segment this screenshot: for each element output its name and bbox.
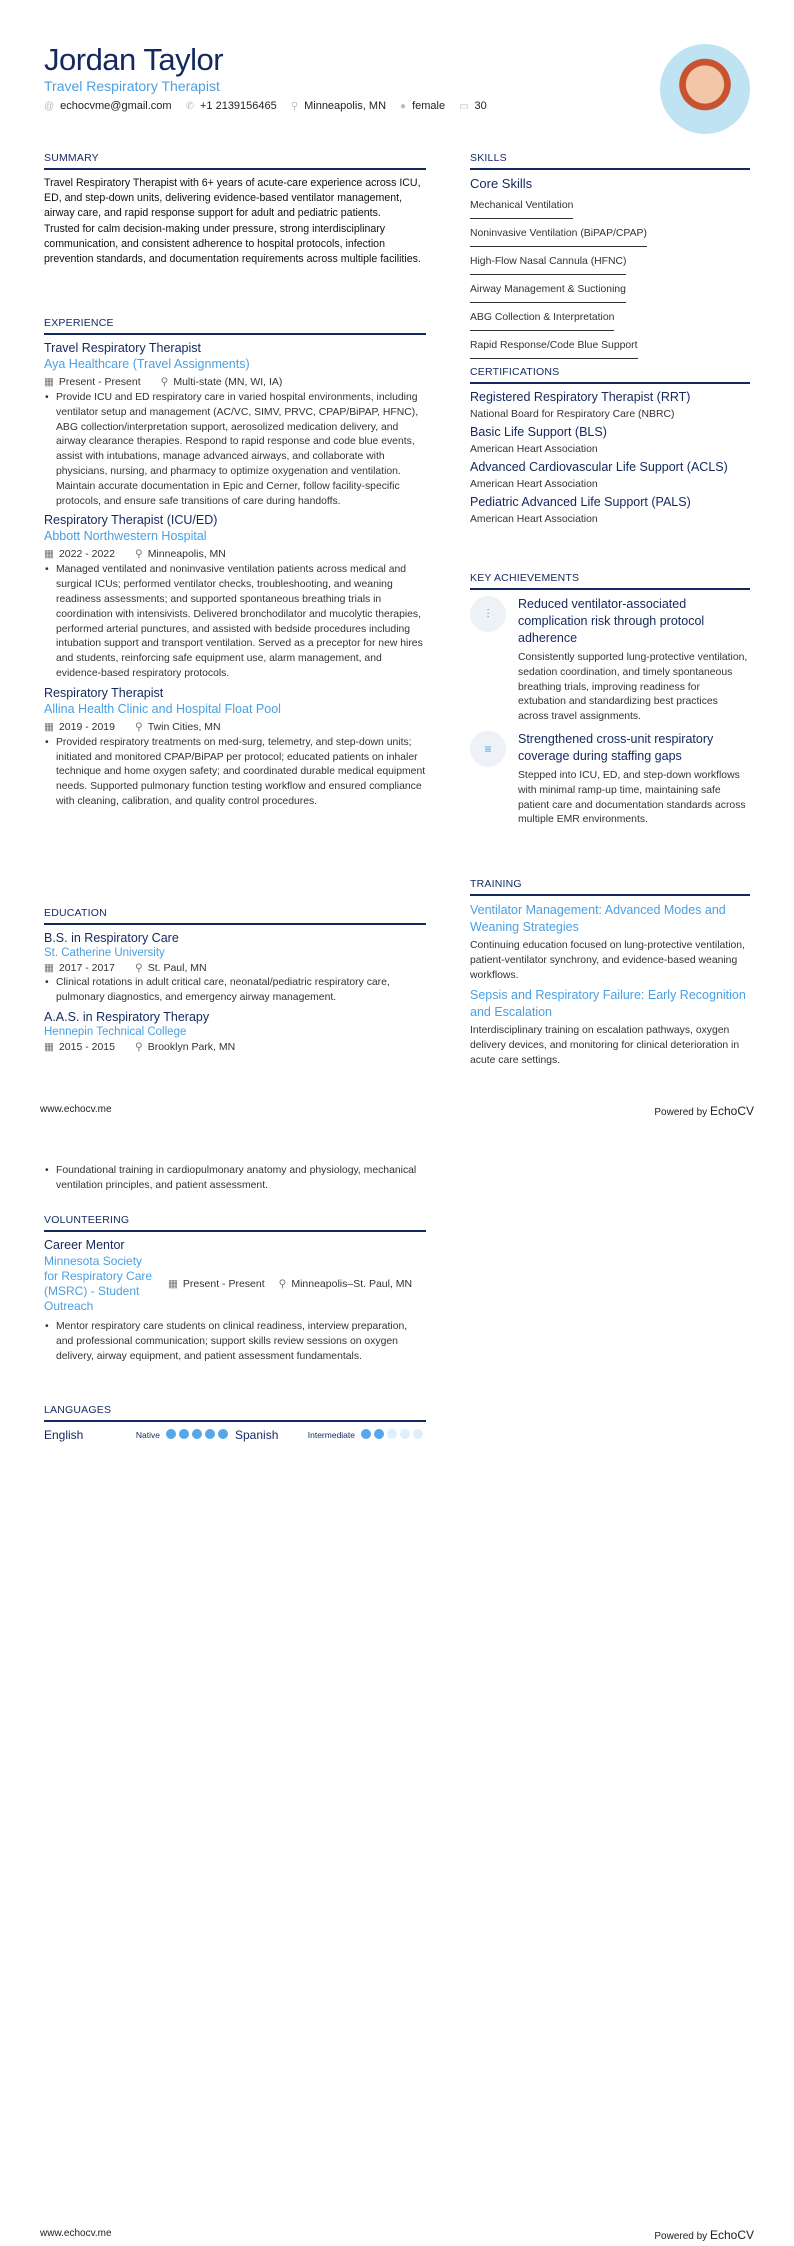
achievement-item: [470, 731, 750, 828]
education-bullet: • Clinical rotations in adult critical care, neonatal/pediatric respiratory care, pulmonary diagnostics, and emergency airway management.: [44, 976, 426, 1006]
volunteering-section: VOLUNTEERING Career Mentor Minnesota Society for Respiratory Care (MSRC) - Student Outreach ▦ Present - Present ⚲ Minneapolis–St. Paul, MN • Mentor respiratory care students on clinical readiness, interview preparation, and professional communication; support skills review sessions on oxygen delivery, airway equipment, and patient assessment fundamentals.: [44, 1214, 426, 1364]
location-pin-icon: ⚲: [278, 1278, 287, 1290]
location-pin-icon: ⚲: [160, 376, 169, 388]
certification-name: Pediatric Advanced Life Support (PALS): [470, 495, 691, 509]
location-pin-icon: ⚲: [134, 720, 143, 733]
job-dates: ▦ Present - Present: [44, 376, 141, 388]
volunteer-org: Minnesota Society for Respiratory Care (MSRC) - Student Outreach: [44, 1254, 153, 1313]
calendar-icon: ▦: [44, 720, 54, 733]
rating-dot: [166, 1429, 176, 1439]
rating-dot: [179, 1429, 189, 1439]
phone-icon: ✆: [185, 101, 194, 112]
achievement-desc: Consistently supported lung-protective ventilation, sedation coordination, and timely spontaneous breathing trials, improving readiness for extubation and standardizing best practices across travel assignments.: [518, 652, 748, 723]
section-heading: SUMMARY: [44, 152, 426, 170]
footer-powered[interactable]: Powered by EchoCV: [654, 1104, 754, 1118]
contact-gender: ● female: [400, 100, 446, 112]
contact-age: ▭ 30: [459, 100, 487, 112]
summary-paragraph: Travel Respiratory Therapist with 6+ years of acute-care experience across ICU, ED, and step-down units, delivering evidence-based ventilator management, airway care, and rapid response support for adult and pediatric patients.: [44, 177, 421, 219]
achievement-desc: Stepped into ICU, ED, and step-down workflows with minimal ramp-up time, maintaining safe patient care and documentation standards across multiple EMR environments.: [518, 769, 746, 826]
candidate-title: Travel Respiratory Therapist: [44, 78, 220, 94]
job-bullet: • Provided respiratory treatments on med-surg, telemetry, and step-down units; initiated and monitored CPAP/BiPAP per protocol; educated patients on inhaler technique and home oxygen safety; and coordinated durable medical equipment needs. Supported pulmonary function testing workflow and ensured compliance with cleaning, calibration, and quality control procedures.: [44, 736, 426, 810]
certifications-section: [470, 366, 750, 525]
section-heading: TRAINING: [470, 878, 750, 896]
calendar-icon: ▭: [459, 101, 469, 112]
job-location: ⚲ Minneapolis, MN: [134, 548, 226, 561]
location-pin-icon: ⚲: [290, 101, 299, 112]
skill-item: Noninvasive Ventilation (BiPAP/CPAP): [470, 224, 647, 247]
location-pin-icon: ⚲: [134, 962, 143, 974]
candidate-name: Jordan Taylor: [44, 42, 224, 77]
section-heading: EXPERIENCE: [44, 317, 426, 335]
certification-name: Basic Life Support (BLS): [470, 425, 607, 439]
experience-item: [44, 513, 426, 681]
experience-item: [44, 686, 426, 810]
location-pin-icon: ⚲: [134, 548, 143, 561]
language-item: [44, 1428, 235, 1442]
contact-phone[interactable]: ✆ +1 2139156465: [185, 100, 277, 112]
experience-item: [44, 341, 426, 509]
achievement-item: [470, 596, 750, 725]
section-heading: EDUCATION: [44, 907, 426, 925]
rating-dots: [166, 1428, 231, 1442]
skill-item: High-Flow Nasal Cannula (HFNC): [470, 252, 626, 275]
calendar-icon: ▦: [44, 962, 54, 974]
language-level: Intermediate: [307, 1430, 355, 1440]
education-bullet: • Foundational training in cardiopulmonary anatomy and physiology, mechanical ventilation principles, and patient assessment.: [44, 1164, 426, 1194]
rating-dot: [400, 1429, 410, 1439]
achievement-title: Reduced ventilator-associated complication risk through protocol adherence: [518, 597, 705, 645]
skill-item: ABG Collection & Interpretation: [470, 308, 614, 331]
degree: A.A.S. in Respiratory Therapy: [44, 1009, 210, 1024]
skill-group-title: Core Skills: [470, 176, 533, 191]
job-bullet: • Managed ventilated and noninvasive ventilation patients across medical and surgical ICUs; performed ventilator checks, troubleshooting, and weaning readiness assessments; and supported spontaneous breathing trials in coordination with intensivists. Delivered bronchodilator and mucolytic therapies, performed arterial punctures, and assisted with bedside procedures including intubation support and transport ventilation. Served as a preceptor for new hires and students, reinforcing safe equipment use, alarm management, and evidence-based respiratory protocols.: [44, 563, 426, 681]
education-section: EDUCATION B.S. in Respiratory Care St. Catherine University ▦ 2017 - 2017 ⚲ St. Paul, MN • Clinical rotations in adult critical care, neonatal/pediatric respiratory care, pulmonary diagnostics, and emergency airway management. A.A.S. in Respiratory Therapy Hennepin Technical College ▦ 2015 - 2015 ⚲ Brooklyn Park, MN: [44, 907, 426, 1055]
section-heading: CERTIFICATIONS: [470, 366, 750, 384]
certification-issuer: American Heart Association: [470, 479, 598, 490]
rating-dot: [192, 1429, 202, 1439]
training-desc: Interdisciplinary training on escalation pathways, oxygen delivery devices, and monitoring for clinical deterioration in acute care settings.: [470, 1025, 740, 1066]
contact-location: ⚲ Minneapolis, MN: [290, 100, 387, 112]
skill-item: Mechanical Ventilation: [470, 196, 573, 219]
certification-issuer: American Heart Association: [470, 444, 598, 455]
degree: B.S. in Respiratory Care: [44, 931, 179, 945]
achievements-section: [470, 572, 750, 834]
company: Abbott Northwestern Hospital: [44, 529, 207, 544]
training-desc: Continuing education focused on lung-protective ventilation, patient-ventilator synchrony, and evidence-based weaning workflows.: [470, 940, 745, 981]
training-title: Ventilator Management: Advanced Modes and Weaning Strategies: [470, 903, 726, 934]
summary-section: [44, 152, 426, 267]
job-location: ⚲ Twin Cities, MN: [134, 720, 221, 733]
calendar-icon: ▦: [44, 548, 54, 561]
job-dates: ▦ 2019 - 2019: [44, 720, 115, 733]
certification-name: Registered Respiratory Therapist (RRT): [470, 390, 691, 404]
job-title: Travel Respiratory Therapist: [44, 341, 202, 355]
footer-website[interactable]: www.echocv.me: [40, 1104, 112, 1115]
rating-dot: [205, 1429, 215, 1439]
section-heading: KEY ACHIEVEMENTS: [470, 572, 750, 590]
avatar: [660, 44, 750, 134]
rating-dot: [374, 1429, 384, 1439]
skill-item: Airway Management & Suctioning: [470, 280, 626, 303]
summary-paragraph: Trusted for calm decision-making under pressure, strong interdisciplinary communication, and consistent adherence to hospital protocols, infection prevention standards, and documentation requirements across multiple facilities.: [44, 223, 421, 265]
location-pin-icon: ⚲: [134, 1040, 143, 1053]
rating-dot: [387, 1429, 397, 1439]
certification-issuer: American Heart Association: [470, 514, 598, 525]
school: Hennepin Technical College: [44, 1025, 187, 1038]
section-heading: SKILLS: [470, 152, 750, 170]
education-continued: [44, 1164, 426, 1194]
footer-powered[interactable]: Powered by EchoCV: [654, 2228, 754, 2242]
certification-issuer: National Board for Respiratory Care (NBRC): [470, 409, 675, 420]
calendar-icon: ▦: [168, 1278, 178, 1290]
languages-section: [44, 1404, 426, 1442]
volunteer-role: Career Mentor: [44, 1238, 125, 1252]
volunteer-bullet: • Mentor respiratory care students on clinical readiness, interview preparation, and professional communication; support skills review sessions on oxygen delivery, airway equipment, and patient assessment fundamentals.: [44, 1320, 426, 1364]
rating-dot: [218, 1429, 228, 1439]
job-location: ⚲ Multi-state (MN, WI, IA): [160, 376, 283, 388]
contact-email[interactable]: @ echocvme@gmail.com: [44, 100, 172, 112]
achievement-title: Strengthened cross-unit respiratory coverage during staffing gaps: [518, 731, 714, 763]
calendar-icon: ▦: [44, 1040, 54, 1053]
job-bullet: • Provide ICU and ED respiratory care in varied hospital environments, including ventilator setup and management (AC/VC, SIMV, PRVC, CPAP/BiPAP, HFNC), ABG collection/interpretation support, aerosolized medication delivery, and airway clearance therapies. Respond to rapid response and code blue events, assist with intubations, manage advanced airways, and collaborate with physicians, nursing, and pharmacy to optimize oxygenation and ventilation. Maintain accurate documentation in Epic and Cerner, follow facility-specific protocols, and ensure safe transitions of care during handoffs.: [44, 391, 426, 509]
sliders-icon: ⫶: [470, 596, 506, 632]
language-list: [44, 1428, 426, 1442]
job-title: Respiratory Therapist: [44, 685, 164, 700]
language-name: English: [44, 1428, 84, 1442]
section-heading: LANGUAGES: [44, 1404, 426, 1422]
language-name: Spanish: [235, 1428, 279, 1442]
footer-website[interactable]: www.echocv.me: [40, 2228, 112, 2239]
language-level: Native: [135, 1430, 160, 1440]
job-title: Respiratory Therapist (ICU/ED): [44, 513, 218, 528]
skills-section: [470, 152, 750, 363]
training-section: [470, 878, 750, 1069]
rating-dot: [361, 1429, 371, 1439]
company: Allina Health Clinic and Hospital Float Pool: [44, 701, 281, 716]
section-heading: VOLUNTEERING: [44, 1214, 426, 1232]
skill-item: Rapid Response/Code Blue Support: [470, 336, 638, 359]
skill-list: [470, 195, 750, 363]
calendar-icon: ▦: [44, 376, 54, 388]
contact-bar: [44, 100, 487, 112]
job-dates: ▦ 2022 - 2022: [44, 548, 115, 561]
lines-icon: ≡: [470, 731, 506, 767]
language-item: [235, 1428, 426, 1442]
school: St. Catherine University: [44, 947, 165, 959]
at-icon: @: [44, 101, 55, 112]
company: Aya Healthcare (Travel Assignments): [44, 357, 250, 371]
person-icon: ●: [400, 101, 407, 112]
training-title: Sepsis and Respiratory Failure: Early Recognition and Escalation: [470, 988, 746, 1020]
certification-name: Advanced Cardiovascular Life Support (ACLS): [470, 460, 728, 474]
rating-dot: [413, 1429, 423, 1439]
rating-dots: [361, 1428, 426, 1442]
experience-section: [44, 317, 426, 810]
